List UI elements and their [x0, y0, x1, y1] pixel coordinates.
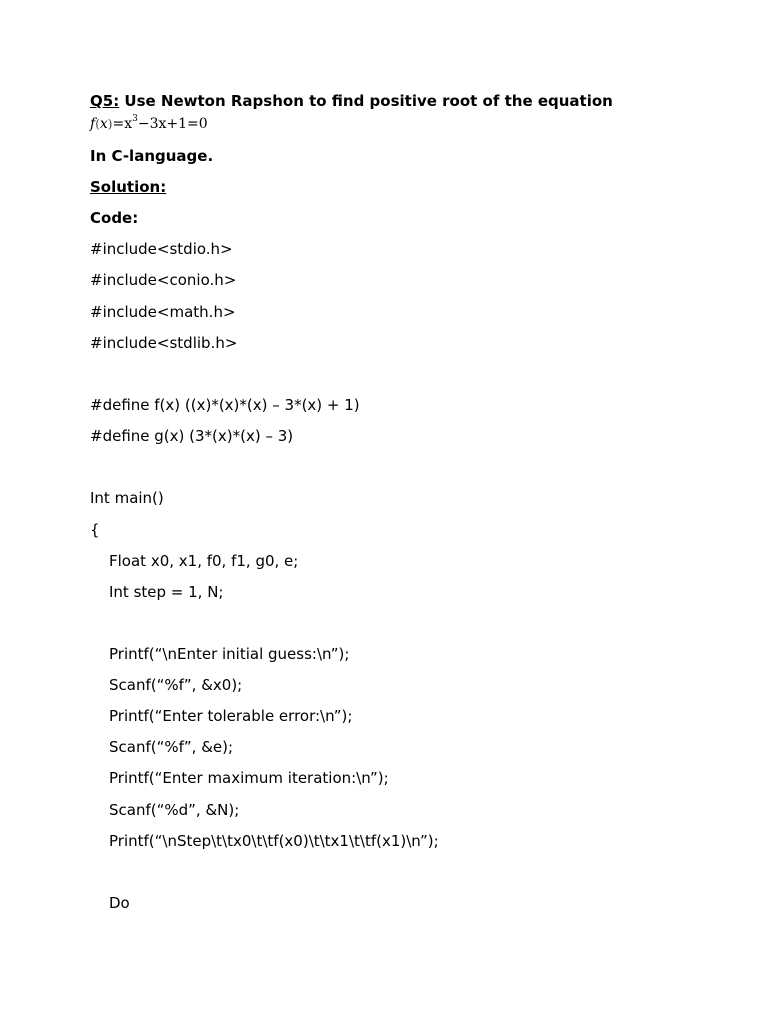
equation-x: x	[99, 116, 108, 132]
code-line: Scanf(“%f”, &x0);	[109, 676, 243, 694]
code-line: Printf(“\nEnter initial guess:\n”);	[109, 645, 350, 663]
code-line: #include<math.h>	[90, 303, 236, 321]
code-line: Float x0, x1, f0, f1, g0, e;	[109, 552, 299, 570]
code-line: #include<stdio.h>	[90, 240, 233, 258]
question-text: Use Newton Rapshon to find positive root of the equation	[119, 92, 613, 110]
equation-rest: −3x+1=0	[137, 116, 208, 132]
code-line: #define f(x) ((x)*(x)*(x) – 3*(x) + 1)	[90, 396, 360, 414]
question-heading	[90, 91, 613, 111]
question-number: Q5:	[90, 92, 120, 110]
code-line: Printf(“\nStep\t\tx0\t\tf(x0)\t\tx1\t\tf(x1)\n”);	[109, 832, 439, 850]
code-line: Scanf(“%f”, &e);	[109, 738, 234, 756]
equation-exponent: 3	[132, 114, 138, 124]
language-line: In C-language.	[90, 147, 214, 165]
code-line: Do	[109, 894, 130, 912]
solution-label: Solution:	[90, 178, 167, 196]
code-line: Scanf(“%d”, &N);	[109, 801, 240, 819]
equation-lparen: (	[95, 117, 100, 131]
code-line: Int step = 1, N;	[109, 583, 224, 601]
code-line: #include<conio.h>	[90, 271, 237, 289]
code-line: Int main()	[90, 489, 164, 507]
equation	[90, 114, 208, 134]
code-line: Printf(“Enter tolerable error:\n”);	[109, 707, 353, 725]
code-line: #define g(x) (3*(x)*(x) – 3)	[90, 427, 294, 445]
code-line: {	[90, 521, 100, 539]
code-label: Code:	[90, 209, 139, 227]
code-line: Printf(“Enter maximum iteration:\n”);	[109, 769, 389, 787]
code-line: #include<stdlib.h>	[90, 334, 238, 352]
equation-f: f	[90, 116, 96, 132]
equation-rparen: )	[107, 117, 113, 131]
equation-equals-x: =x	[112, 116, 133, 132]
